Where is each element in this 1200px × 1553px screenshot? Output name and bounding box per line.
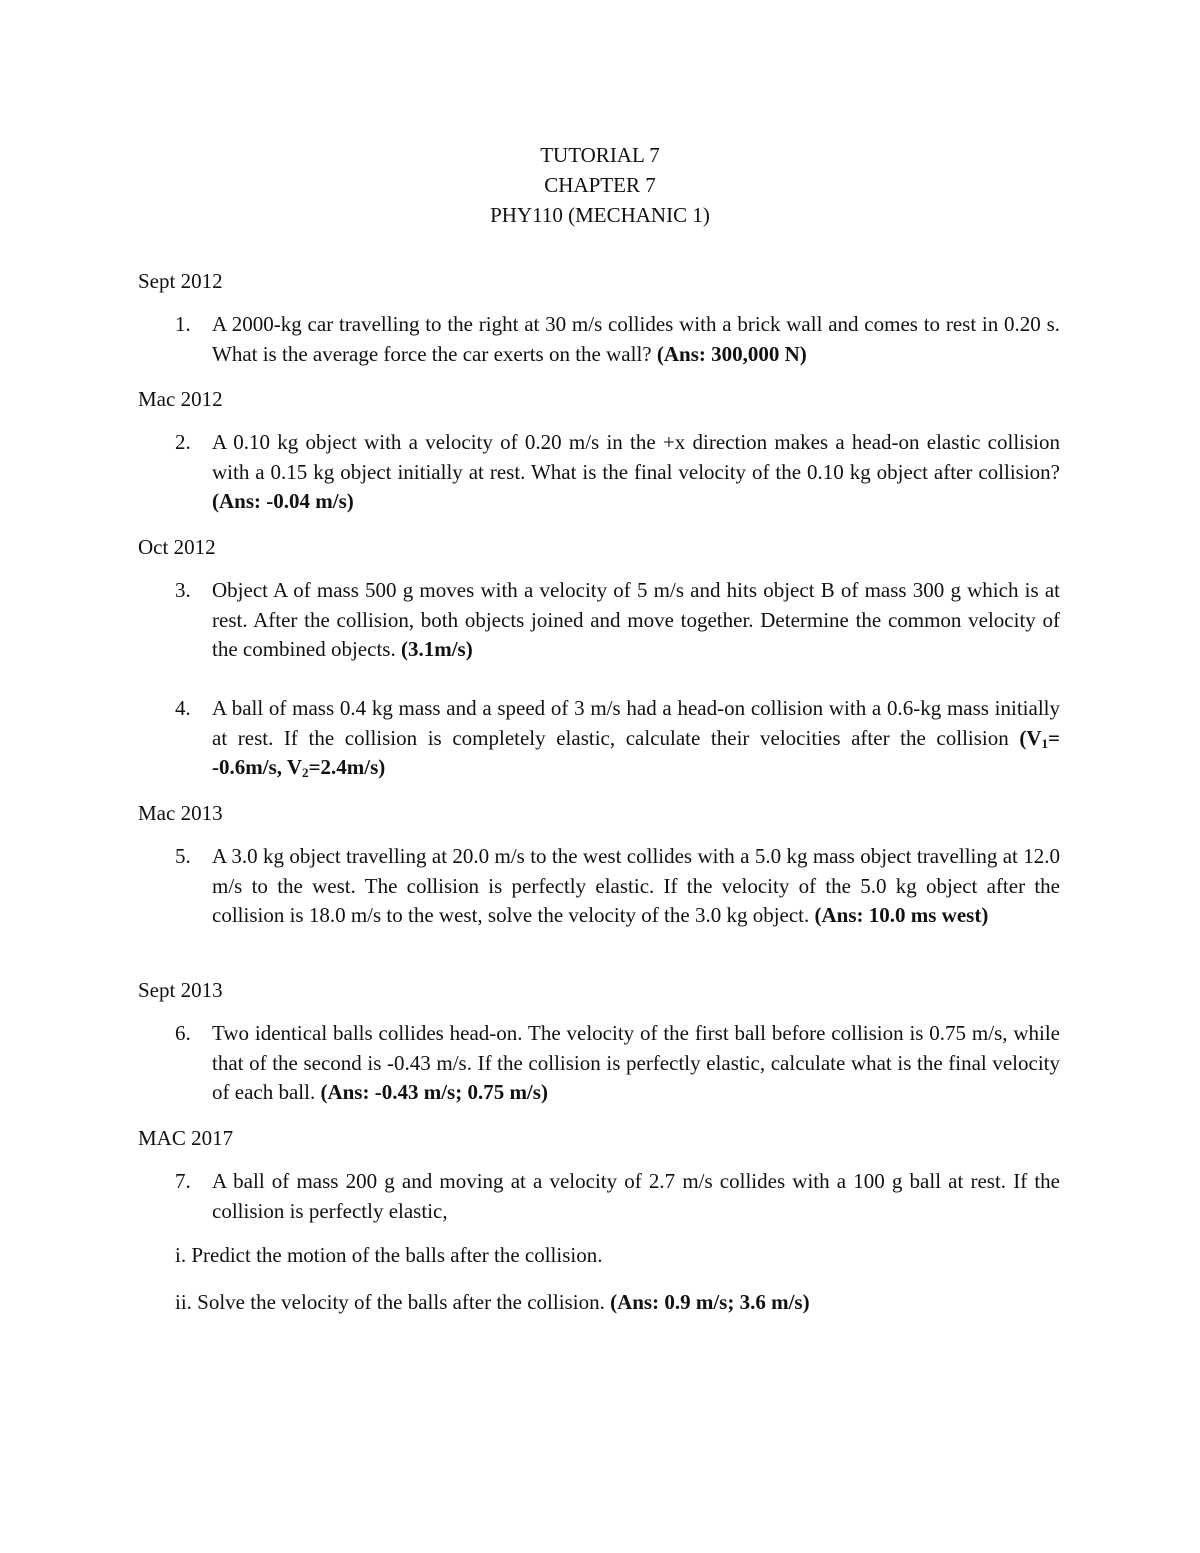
title-tutorial: TUTORIAL 7 — [540, 143, 660, 167]
question-text: Object A of mass 500 g moves with a velocity of 5 m/s and hits object B of mass 300 g which is at rest. After the collision, both objects joined and move together. Determine the common velocity of the combined objects. — [212, 578, 1060, 661]
document-title — [0, 140, 1200, 230]
subscript: 1 — [1041, 735, 1049, 751]
question-number: 6. — [175, 1021, 191, 1045]
section-label: Mac 2012 — [138, 387, 223, 411]
question-2 — [175, 428, 1060, 517]
section-label: Sept 2012 — [138, 269, 223, 293]
question-answer: (3.1m/s) — [400, 637, 473, 661]
question-text: A 2000-kg car travelling to the right at 30 m/s collides with a brick wall and comes to rest in 0.20 s. What is the average force the car exerts on the wall? — [212, 312, 1060, 366]
section-label: Mac 2013 — [138, 801, 223, 825]
question-6 — [175, 1019, 1060, 1108]
title-chapter: CHAPTER 7 — [544, 173, 656, 197]
subpart-answer: (Ans: 0.9 m/s; 3.6 m/s) — [610, 1290, 810, 1314]
question-7 — [175, 1167, 1060, 1226]
question-number: 3. — [175, 578, 191, 602]
subscript: 2 — [302, 765, 309, 780]
question-number: 5. — [175, 844, 191, 868]
subpart-text: ii. Solve the velocity of the balls after the collision. — [175, 1290, 611, 1314]
question-number: 7. — [175, 1169, 191, 1193]
question-answer: (Ans: -0.04 m/s) — [212, 489, 354, 513]
answer-part: =2.4m/s) — [308, 755, 386, 779]
question-1 — [175, 310, 1060, 369]
title-course: PHY110 (MECHANIC 1) — [490, 203, 710, 227]
subpart-i — [175, 1240, 1060, 1270]
answer-part: (V — [1019, 725, 1042, 750]
question-text: A 3.0 kg object travelling at 20.0 m/s to the west collides with a 5.0 kg mass object travelling at 12.0 m/s to the west. The collision is perfectly elastic. If the velocity of the 5.0 kg object after the collision is 18.0 m/s to the west, solve the velocity of the 3.0 kg object. — [212, 844, 1060, 927]
subpart-text: i. Predict the motion of the balls after the collision. — [175, 1243, 603, 1267]
question-text: A 0.10 kg object with a velocity of 0.20 m/s in the +x direction makes a head-on elastic collision with a 0.15 kg object initially at rest. What is the final velocity of the 0.10 kg object after collision? — [212, 430, 1060, 484]
subpart-ii — [175, 1287, 1060, 1317]
question-number: 4. — [175, 696, 191, 720]
question-3 — [175, 576, 1060, 665]
answer-part: = -0.6m/s, V — [212, 725, 1060, 779]
question-answer: (Ans: 300,000 N) — [656, 341, 807, 366]
question-answer: (Ans: 10.0 ms west) — [814, 903, 989, 927]
section-label: Sept 2013 — [138, 978, 223, 1002]
question-4 — [175, 694, 1060, 783]
section-label: MAC 2017 — [138, 1126, 234, 1150]
question-number: 2. — [175, 430, 191, 454]
question-text: Two identical balls collides head-on. The velocity of the first ball before collision is 0.75 m/s, while that of the second is -0.43 m/s. If the collision is perfectly elastic, calculate what is the final velocity of each ball. — [212, 1021, 1060, 1104]
question-text: A ball of mass 200 g and moving at a velocity of 2.7 m/s collides with a 100 g ball at rest. If the collision is perfectly elastic, — [212, 1169, 1060, 1223]
question-number: 1. — [175, 312, 191, 336]
question-5 — [175, 842, 1060, 931]
section-label: Oct 2012 — [138, 535, 216, 559]
question-answer: (Ans: -0.43 m/s; 0.75 m/s) — [320, 1080, 548, 1104]
question-text: A ball of mass 0.4 kg mass and a speed of 3 m/s had a head-on collision with a 0.6-kg mass initially at rest. If the collision is completely elastic, calculate their velocities after the collision — [212, 696, 1060, 750]
